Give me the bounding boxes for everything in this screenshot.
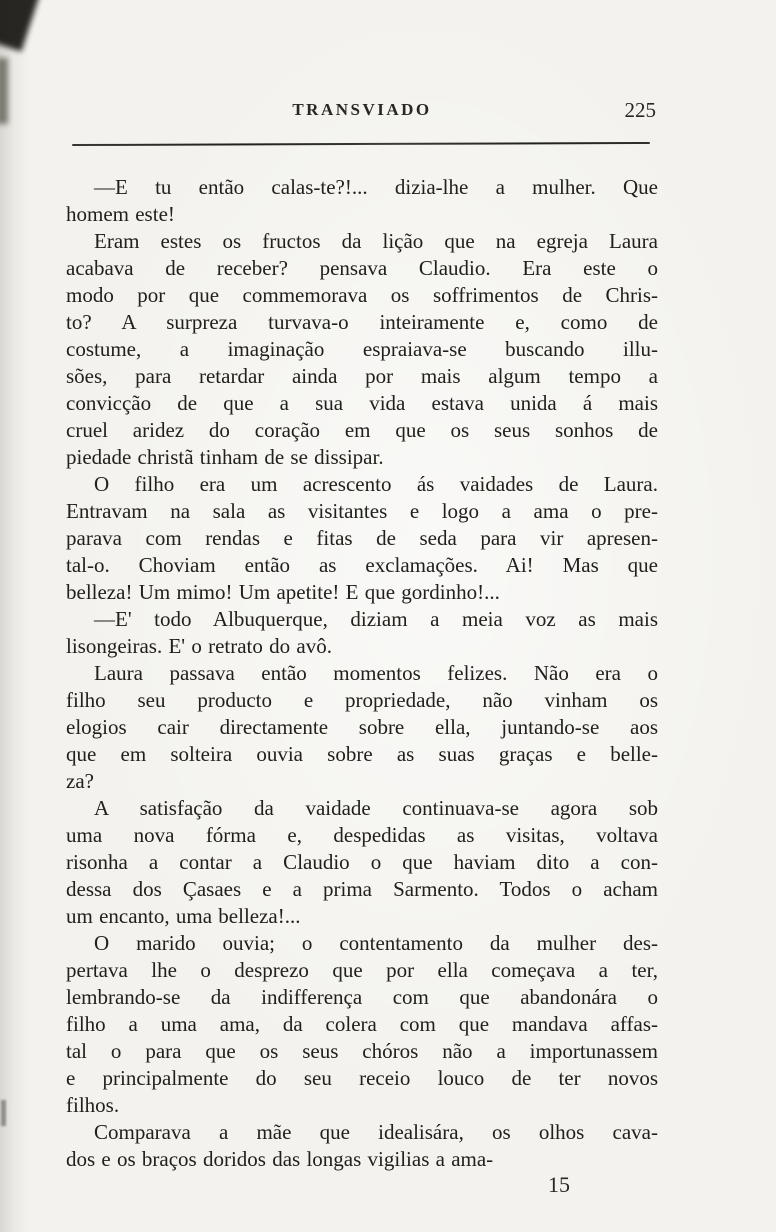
scan-artifact-tick <box>1 1100 6 1126</box>
text-line: —E tu então calas-te?!... dizia-lhe a mulher. Que <box>94 175 658 199</box>
text-line: tal-o. Choviam então as exclamações. Ai! Mas que <box>66 553 658 577</box>
text-line: sões, para retardar ainda por mais algum tempo a <box>66 364 658 388</box>
text-line: to? A surpreza turvava-o inteiramente e, como de <box>66 310 658 334</box>
text-line: dessa dos Çasaes e a prima Sarmento. Todos o acham <box>66 877 658 901</box>
text-line: Laura passava então momentos felizes. Não era o <box>94 661 658 685</box>
text-line: tal o para que os seus chóros não a importunassem <box>66 1039 658 1063</box>
text-line: za? <box>66 769 94 793</box>
text-line: belleza! Um mimo! Um apetite! E que gordinho!... <box>66 580 500 604</box>
text-line: Eram estes os fructos da lição que na egreja Laura <box>94 229 658 253</box>
text-line: convicção de que a sua vida estava unida á mais <box>66 391 658 415</box>
text-line: A satisfação da vaidade continuava-se agora sob <box>94 796 658 820</box>
page-header <box>66 100 658 126</box>
text-line: pertava lhe o desprezo que por ella começava a ter, <box>66 958 658 982</box>
signature-mark: 15 <box>548 1172 570 1197</box>
text-line: cruel aridez do coração em que os seus sonhos de <box>66 418 658 442</box>
text-line: elogios cair directamente sobre ella, juntando-se aos <box>66 715 658 739</box>
body-text <box>66 174 658 1173</box>
text-line: filho seu producto e propriedade, não vinham os <box>66 688 658 712</box>
text-line: dos e os braços doridos das longas vigilias a ama- <box>66 1147 494 1171</box>
text-line: uma nova fórma e, despedidas as visitas, voltava <box>66 823 658 847</box>
text-line: filhos. <box>66 1093 120 1117</box>
text-line: filho a uma ama, da colera com que mandava affas- <box>66 1012 658 1036</box>
text-line: —E' todo Albuquerque, diziam a meia voz as mais <box>94 607 658 631</box>
text-line: que em solteira ouvia sobre as suas graças e belle- <box>66 742 658 766</box>
text-line: piedade christã tinham de se dissipar. <box>66 445 384 469</box>
header-rule <box>72 142 650 146</box>
text-line: risonha a contar a Claudio o que haviam dito a con- <box>66 850 658 874</box>
running-title: TRANSVIADO <box>292 100 432 119</box>
text-line: O marido ouvia; o contentamento da mulher des- <box>94 931 658 955</box>
text-line: e principalmente do seu receio louco de ter novos <box>66 1066 658 1090</box>
text-line: homem este! <box>66 202 175 226</box>
text-line: acabava de receber? pensava Claudio. Era este o <box>66 256 658 280</box>
text-line: um encanto, uma belleza!... <box>66 904 301 928</box>
text-line: modo por que commemorava os soffrimentos de Chris- <box>66 283 658 307</box>
text-line: lisongeiras. E' o retrato do avô. <box>66 634 332 658</box>
text-line: Entravam na sala as visitantes e logo a ama o pre- <box>66 499 658 523</box>
text-line: parava com rendas e fitas de seda para vir apresen- <box>66 526 658 550</box>
text-line: Comparava a mãe que idealisára, os olhos cava- <box>94 1120 658 1144</box>
text-line: costume, a imaginação espraiava-se buscando illu- <box>66 337 658 361</box>
text-line: O filho era um acrescento ás vaidades de Laura. <box>94 472 658 496</box>
scan-artifact-streak <box>0 58 8 124</box>
text-line: lembrando-se da indifferença com que abandonára o <box>66 985 658 1009</box>
page-number: 225 <box>624 98 656 122</box>
scan-artifact-corner <box>0 0 40 52</box>
